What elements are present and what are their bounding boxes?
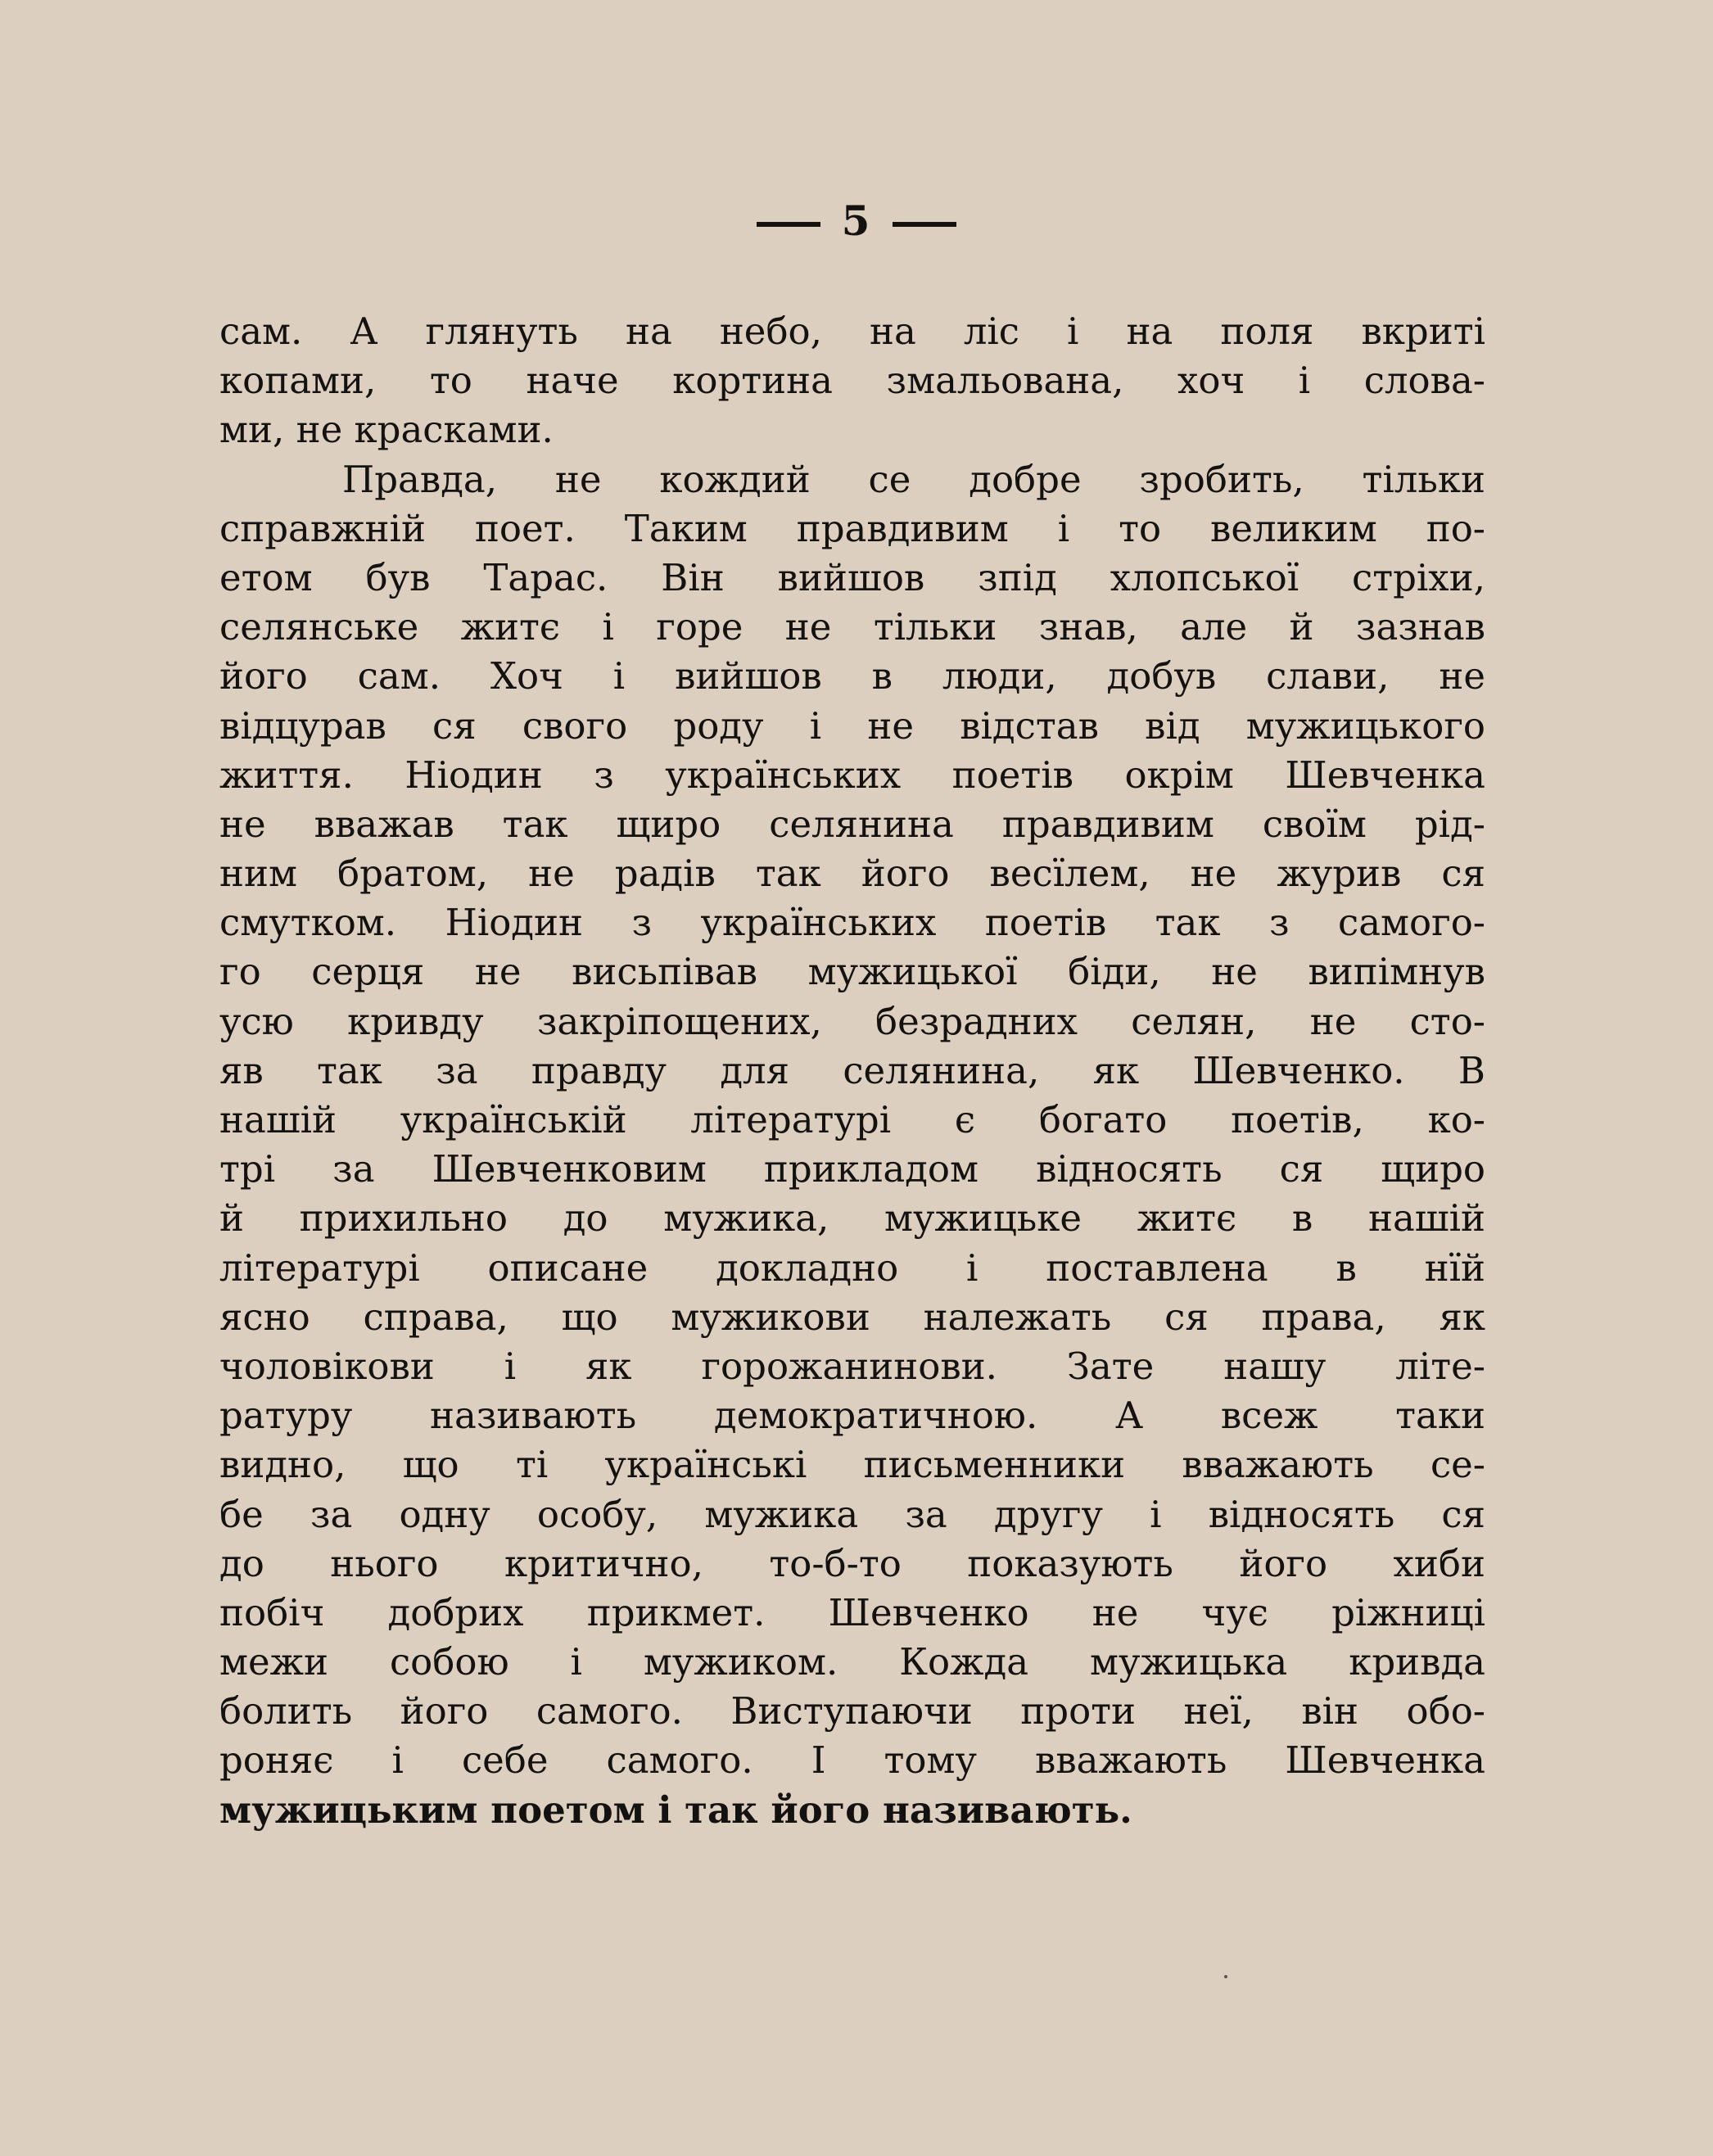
body-text bbox=[219, 307, 1485, 1835]
text-line: й прихильно до мужика, мужицьке житє в нашій bbox=[219, 1196, 1485, 1241]
text-line: до нього критично, то-б-то показують його хиби bbox=[219, 1541, 1485, 1585]
text-line: копами, то наче кортина змальована, хоч і слова- bbox=[219, 359, 1485, 403]
text-line: побіч добрих прикмет. Шевченко не чує ріжниці bbox=[219, 1590, 1485, 1634]
text-line: життя. Ніодин з українських поетів окрім Шевченка bbox=[219, 753, 1485, 797]
text-line: сам. А глянуть на небо, на ліс і на поля вкриті bbox=[219, 310, 1485, 353]
text-line: ратуру називають демократичною. А всеж таки bbox=[219, 1394, 1485, 1438]
text-line: чоловікови і як горожанинови. Зате нашу літе- bbox=[219, 1344, 1485, 1388]
text-line: справжній поет. Таким правдивим і то великим по- bbox=[219, 506, 1485, 550]
page-number: 5 bbox=[841, 197, 872, 245]
text-line: трі за Шевченковим прикладом відносять ся щиро bbox=[219, 1147, 1485, 1191]
text-line: бе за одну особу, мужика за другу і відносять ся bbox=[219, 1492, 1485, 1536]
text-line: ясно справа, що мужикови належать ся права, як bbox=[219, 1295, 1485, 1339]
text-line: Правда, не кождий се добре зробить, тільки bbox=[342, 457, 1485, 501]
text-line: роняє і себе самого. І тому вважають Шевченка bbox=[219, 1738, 1485, 1783]
text-line: відцурав ся свого роду і не відстав від мужицького bbox=[219, 703, 1485, 748]
text-line: видно, що ті українські письменники вважають се- bbox=[219, 1443, 1485, 1487]
text-line: го серця не висьпівав мужицької біди, не випімнув bbox=[219, 950, 1485, 994]
text-line: його сам. Хоч і вийшов в люди, добув слави, не bbox=[219, 654, 1485, 698]
text-line: ми, не красками. bbox=[219, 408, 554, 452]
page-number-header bbox=[0, 197, 1713, 246]
text-line: не вважав так щиро селянина правдивим своїм рід- bbox=[219, 802, 1485, 846]
text-line: літературі описане докладно і поставлена в нїй bbox=[219, 1245, 1485, 1290]
left-dash-ornament bbox=[757, 222, 820, 227]
text-line: межи собою і мужиком. Кожда мужицька кривда bbox=[219, 1640, 1485, 1684]
print-speck bbox=[1224, 1975, 1227, 1978]
text-line: болить його самого. Виступаючи проти неї, він обо- bbox=[219, 1689, 1485, 1733]
text-line: мужицьким поетом і так його називають. bbox=[219, 1788, 1132, 1832]
text-line: етом був Тарас. Він вийшов зпід хлопської стріхи, bbox=[219, 555, 1485, 599]
text-line: яв так за правду для селянина, як Шевченко. В bbox=[219, 1048, 1485, 1092]
text-line: селянське житє і горе не тільки знав, але й зазнав bbox=[219, 605, 1485, 649]
text-line: смутком. Ніодин з українських поетів так з самого- bbox=[219, 901, 1485, 945]
text-line: усю кривду закріпощених, безрадних селян, не сто- bbox=[219, 999, 1485, 1043]
text-line: ним братом, не радів так його весїлем, не журив ся bbox=[219, 852, 1485, 896]
right-dash-ornament bbox=[893, 222, 956, 227]
text-line: нашій українській літературі є богато поетів, ко- bbox=[219, 1098, 1485, 1141]
